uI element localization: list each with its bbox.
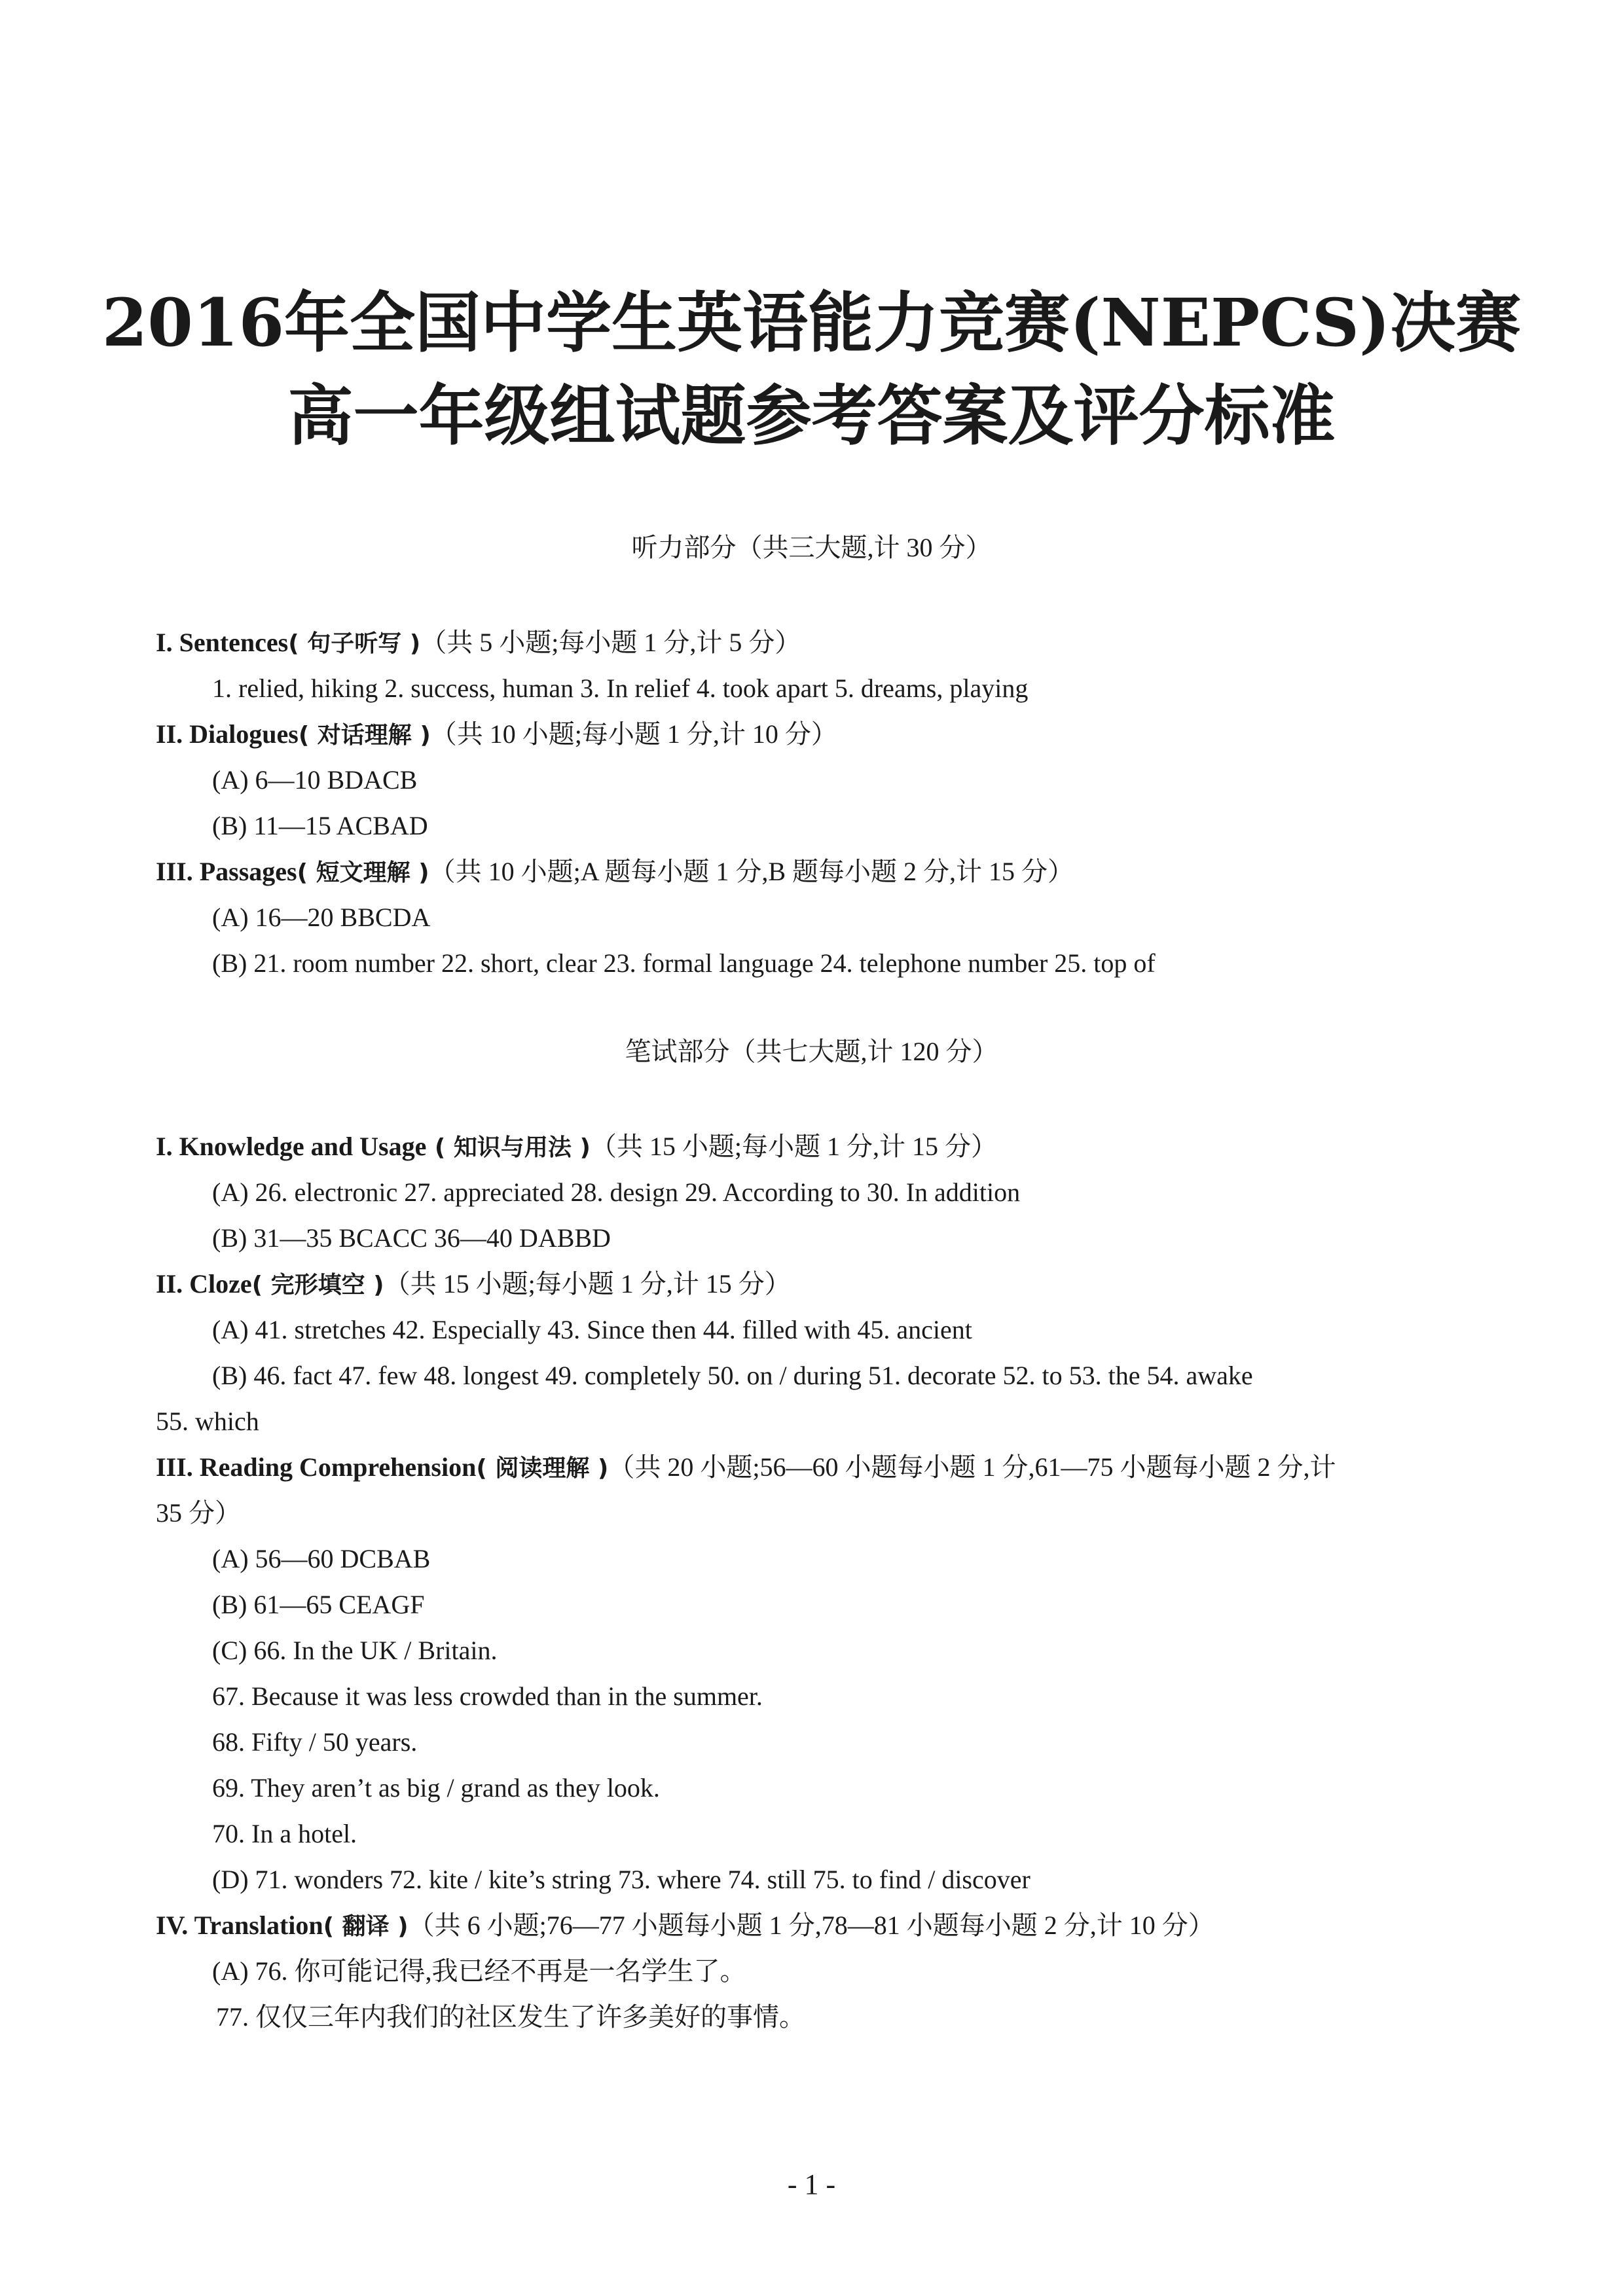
listening-section-2-part-a: (A) 6—10 BDACB <box>212 765 418 795</box>
written-section-1-heading <box>156 1132 997 1161</box>
written-section-3-part-c: (C) 66. In the UK / Britain. <box>212 1636 498 1665</box>
page-title-line2: 高一年级组试题参考答案及评分标准 <box>287 377 1336 454</box>
section-note: （共 10 小题;A 题每小题 1 分,B 题每小题 2 分,计 15 分） <box>429 857 1074 886</box>
written-section-2-heading <box>156 1270 791 1299</box>
section-head: I. Sentences <box>156 628 289 657</box>
written-section-2-part-a: (A) 41. stretches 42. Especially 43. Since then 44. filled with 45. ancient <box>212 1315 972 1344</box>
section-note: （共 20 小题;56—60 小题每小题 1 分,61—75 小题每小题 2 分,计 <box>608 1452 1336 1482</box>
section-head: II. Cloze <box>156 1269 252 1299</box>
written-section-2-part-b: (B) 46. fact 47. few 48. longest 49. completely 50. on / during 51. decorate 52. to 53. the 54. awake <box>212 1361 1253 1390</box>
written-section-3-note-continued: 35 分） <box>156 1498 241 1528</box>
section-label: ( 短文理解 ) <box>297 859 429 886</box>
section-note: （共 15 小题;每小题 1 分,计 15 分） <box>590 1132 998 1161</box>
written-section-1-part-b: (B) 31—35 BCACC 36—40 DABBD <box>212 1223 611 1253</box>
written-section-3-part-b: (B) 61—65 CEAGF <box>212 1590 425 1619</box>
section-label: ( 翻译 ) <box>323 1913 409 1940</box>
section-label: ( 知识与用法 ) <box>426 1134 591 1161</box>
written-section-1-part-a: (A) 26. electronic 27. appreciated 28. design 29. According to 30. In addition <box>212 1177 1021 1207</box>
page-title-line1: 2016年全国中学生英语能力竞赛(NEPCS)决赛 <box>101 284 1522 361</box>
answer-69: 69. They aren’t as big / grand as they look. <box>212 1773 660 1803</box>
listening-part-heading: 听力部分（共三大题,计 30 分） <box>631 533 992 562</box>
section-head: II. Dialogues <box>156 719 299 749</box>
section-note: （共 10 小题;每小题 1 分,计 10 分） <box>430 719 837 749</box>
section-label: ( 句子听写 ) <box>288 630 421 657</box>
section-label: ( 对话理解 ) <box>298 722 431 749</box>
listening-section-3-heading <box>156 857 1074 886</box>
listening-section-2-heading <box>156 720 837 749</box>
written-section-3-heading <box>156 1453 1336 1482</box>
page-number: - 1 - <box>787 2168 836 2200</box>
section-note: （共 6 小题;76—77 小题每小题 1 分,78—81 小题每小题 2 分,计 10 分） <box>408 1910 1214 1940</box>
listening-section-2-part-b: (B) 11—15 ACBAD <box>212 811 428 840</box>
answer-77: 77. 仅仅三年内我们的社区发生了许多美好的事情。 <box>216 2002 805 2032</box>
section-note: （共 5 小题;每小题 1 分,计 5 分） <box>420 628 801 657</box>
listening-section-3-part-b: (B) 21. room number 22. short, clear 23. formal language 24. telephone number 25. top of <box>212 948 1156 978</box>
written-section-4-heading <box>156 1911 1214 1940</box>
section-head: IV. Translation <box>156 1910 323 1940</box>
section-label: ( 阅读理解 ) <box>476 1455 609 1482</box>
written-section-3-part-d: (D) 71. wonders 72. kite / kite’s string 73. where 74. still 75. to find / discover <box>212 1865 1030 1894</box>
written-section-3-part-a: (A) 56—60 DCBAB <box>212 1544 431 1573</box>
section-head: I. Knowledge and Usage <box>156 1132 427 1161</box>
written-section-4-part-a: (A) 76. 你可能记得,我已经不再是一名学生了。 <box>212 1956 746 1986</box>
listening-section-1-answers: 1. relied, hiking 2. success, human 3. In relief 4. took apart 5. dreams, playing <box>212 673 1029 703</box>
written-section-2-part-b-continued: 55. which <box>156 1407 259 1436</box>
listening-section-1-heading <box>156 628 801 657</box>
section-head: III. Passages <box>156 857 297 886</box>
answer-70: 70. In a hotel. <box>212 1819 357 1848</box>
written-part-heading: 笔试部分（共七大题,计 120 分） <box>625 1037 998 1066</box>
answer-67: 67. Because it was less crowded than in the summer. <box>212 1681 763 1711</box>
section-note: （共 15 小题;每小题 1 分,计 15 分） <box>384 1269 791 1299</box>
section-head: III. Reading Comprehension <box>156 1452 477 1482</box>
answer-68: 68. Fifty / 50 years. <box>212 1727 418 1757</box>
section-label: ( 完形填空 ) <box>251 1272 384 1299</box>
listening-section-3-part-a: (A) 16—20 BBCDA <box>212 903 431 932</box>
